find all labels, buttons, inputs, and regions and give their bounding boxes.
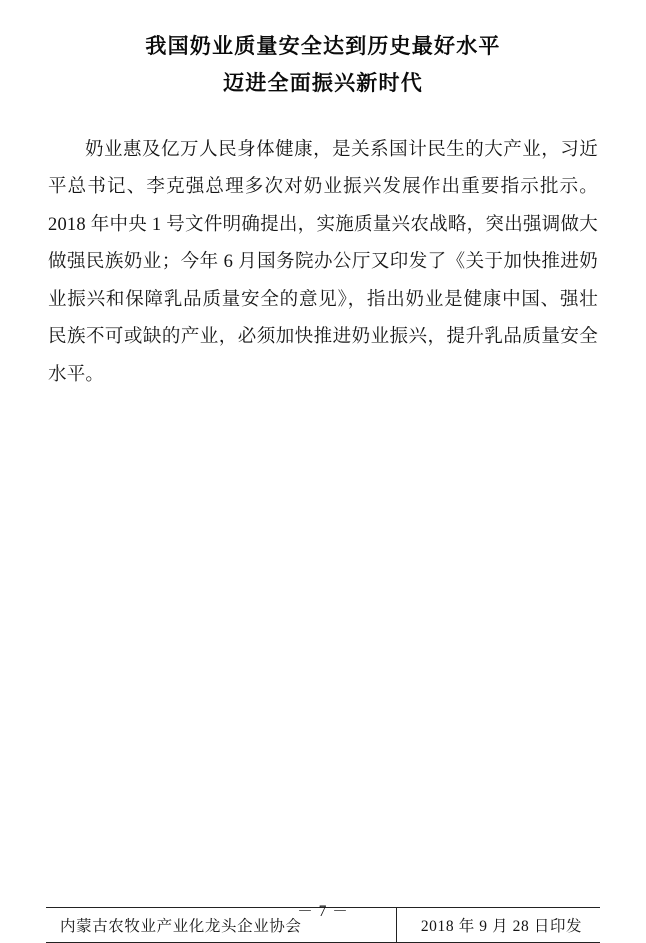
- document-footer: [0, 903, 646, 943]
- body-paragraph-1: 奶业惠及亿万人民身体健康，是关系国计民生的大产业，习近平总书记、李克强总理多次对奶业振兴发展作出重要指示批示。2018 年中央 1 号文件明确提出，实施质量兴农战略，突出强调做大做强民族奶业；今年 6 月国务院办公厅又印发了《关于加快推进奶业振兴和保障乳品质量安全的意见》，指出奶业是健康中国、强壮民族不可或缺的产业，必须加快推进奶业振兴，提升乳品质量安全水平。: [48, 139, 598, 385]
- footer-issuer: 内蒙古农牧业产业化龙头企业协会: [60, 918, 302, 935]
- footer-issue-date: 2018 年 9 月 28 日印发: [420, 918, 583, 935]
- document-title-block: [0, 0, 646, 102]
- document-body: [0, 132, 646, 395]
- page-title-line-2: 迈进全面振兴新时代: [223, 70, 423, 95]
- page-number: － 7 －: [297, 903, 349, 920]
- page-title-line-1: 我国奶业质量安全达到历史最好水平: [145, 34, 501, 58]
